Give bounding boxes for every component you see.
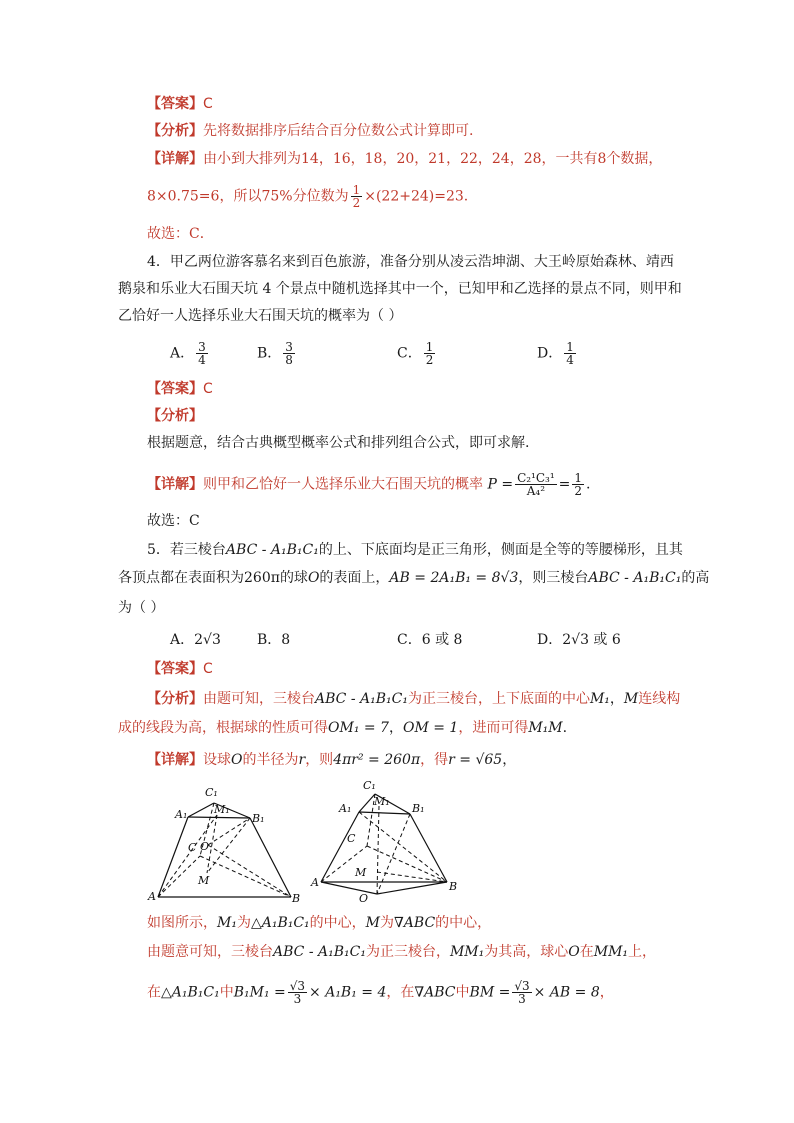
label-o: O: [200, 840, 210, 853]
r-symbol: r: [298, 752, 306, 768]
stem-text: 的高: [681, 570, 710, 586]
detail-text: 设球: [203, 752, 231, 768]
q5-detail: 【详解】设球O的半径为r，则4πr² = 260π，得r = √65，: [147, 752, 517, 768]
q5-after-line-3: [147, 980, 614, 1005]
bm-eq: BM =: [469, 984, 511, 1001]
q4-analysis-tag: [147, 406, 203, 426]
q5-stem-line-1: [147, 540, 683, 560]
stem-text: 5．若三棱台: [147, 542, 226, 558]
detail-text: 为正三棱台，: [365, 944, 450, 960]
label-m: M: [355, 866, 367, 879]
label-b1: B₁: [252, 812, 265, 825]
q4-stem-line-2: 鹅泉和乐业大石围天坑 4 个景点中随机选择其中一个，已知甲和乙选择的景点不同，则甲和: [118, 281, 682, 297]
om-eq: OM = 1: [402, 720, 459, 736]
fraction: [351, 184, 363, 209]
q4-stem-line-3: 乙恰好一人选择乐业大石围天坑的概率为（ ）: [118, 308, 403, 324]
numerator: C₂¹C₃¹: [517, 471, 555, 485]
q5-after-line-2: [147, 942, 656, 962]
answer-tag: 【答案】: [147, 96, 203, 112]
denominator: 4: [566, 353, 574, 367]
triangle-bottom: ∇ABC: [394, 915, 436, 931]
detail-text: ，得: [420, 752, 449, 768]
option-label: B．: [257, 632, 282, 648]
m1-symbol: M₁: [589, 691, 610, 707]
analysis-text: 由题可知，三棱台: [203, 691, 315, 707]
detail-text: 的半径为: [242, 752, 299, 768]
frustum-symbol: ABC - A₁B₁C₁: [273, 944, 366, 960]
denominator: 8: [285, 353, 293, 367]
analysis-tag: 【分析】: [147, 123, 203, 139]
option-label: C．: [397, 345, 422, 362]
detail-text: 如图所示，: [147, 915, 217, 931]
q4-analysis: 根据题意，结合古典概型概率公式和排列组合公式，即可求解.: [147, 435, 530, 451]
label-c: C: [347, 832, 356, 845]
ab-eq: × AB = 8: [533, 984, 600, 1001]
detail-text: 个数据，: [606, 151, 663, 167]
label-a1: A₁: [339, 802, 352, 815]
detail-tag: 【详解】: [147, 752, 203, 768]
numerator: 3: [198, 340, 206, 354]
analysis-text: 成的线段为高，根据球的性质可得: [118, 720, 328, 736]
fraction: [196, 341, 208, 366]
frustum-symbol: ABC - A₁B₁C₁: [225, 542, 319, 558]
numerator: 1: [425, 340, 434, 354]
detail-text: 由题意可知，三棱台: [147, 944, 273, 960]
bm1-eq: B₁M₁ =: [233, 984, 286, 1001]
mm1-symbol: MM₁: [593, 944, 629, 960]
label-a: A: [148, 890, 156, 903]
label-m1: M₁: [374, 795, 390, 808]
m1m-symbol: M₁M: [528, 720, 563, 736]
q4-detail: 【详解】则甲和乙恰好一人选择乐业大石围天坑的概率 P = $\frac{\text{C₂¹C₃¹}}{\text{A₄²}}$ = $\frac{1}{2}$ .: [147, 471, 591, 498]
denominator: 4: [198, 353, 206, 367]
detail-text: 中: [219, 984, 234, 1001]
denominator: 2: [425, 353, 434, 367]
sphere-symbol: O: [307, 570, 320, 586]
option-text: 2√3: [194, 632, 221, 648]
q3-detail: [147, 149, 662, 169]
option-label: C．: [397, 632, 422, 648]
answer-value: C: [203, 381, 213, 397]
q4-stem-line-1: 4．甲乙两位游客慕名来到百色旅游，准备分别从凌云浩坤湖、大王岭原始森林、靖西: [147, 254, 674, 270]
fraction: [564, 341, 576, 366]
q5-answer: [147, 659, 213, 679]
detail-tag: 【详解】: [147, 476, 203, 493]
label-b: B: [449, 880, 458, 893]
frustum-symbol: ABC - A₁B₁C₁: [315, 691, 408, 707]
denominator: 2: [574, 484, 583, 498]
detail-text: 为: [236, 915, 251, 931]
denominator: A₄²: [526, 484, 546, 498]
numerator: 1: [574, 471, 583, 485]
answer-value: C: [203, 96, 213, 112]
answer-tag: 【答案】: [147, 381, 203, 397]
detail-text: 的中心，: [435, 915, 492, 931]
mm1-symbol: MM₁: [449, 944, 485, 960]
q5-analysis-line-1: 【分析】由题可知，三棱台ABC - A₁B₁C₁为正三棱台，上下底面的中心M₁，M连线构: [147, 691, 681, 707]
q5-after-line-1: [147, 913, 491, 933]
denominator: 2: [352, 196, 361, 210]
fraction: [515, 472, 557, 497]
label-c1: C₁: [363, 779, 376, 792]
label-o: O: [359, 892, 369, 905]
condition: AB = 2A₁B₁ = 8√3: [389, 570, 519, 586]
stem-text: 各顶点都在表面积为: [118, 570, 244, 586]
q5-option-b[interactable]: [257, 630, 290, 650]
detail-text: 中: [455, 984, 470, 1001]
calc-left: 8×0.75=6: [147, 188, 220, 205]
stem-text: 的上、下底面均是正三角形，侧面是全等的等腰梯形，且其: [318, 542, 683, 558]
stem-text: ，则三棱台: [518, 570, 589, 586]
detail-text: 则甲和乙恰好一人选择乐业大石围天坑的概率: [203, 476, 483, 493]
denominator: 3: [293, 992, 302, 1006]
numerator: 1: [566, 340, 574, 354]
q4-option-b[interactable]: [257, 341, 297, 366]
answer-tag: 【答案】: [147, 661, 203, 677]
label-a: A: [311, 876, 319, 889]
answer-value: C: [203, 661, 213, 677]
q3-answer: [147, 94, 213, 114]
formula-p: P =: [487, 476, 514, 493]
label-a1: A₁: [175, 808, 188, 821]
analysis-text: 连线构: [638, 691, 681, 707]
sphere-symbol: O: [231, 752, 243, 768]
label-b1: B₁: [412, 802, 425, 815]
frustum-symbol: ABC - A₁B₁C₁: [588, 570, 682, 586]
detail-text: ，一共有: [541, 151, 598, 167]
detail-text: ，: [599, 984, 614, 1001]
q5-stem-line-2: [118, 568, 709, 588]
m1-symbol: M₁: [217, 915, 237, 931]
option-label: A．: [170, 345, 195, 362]
q4-choose: 故选：C: [147, 513, 200, 529]
triangle-top: △A₁B₁C₁: [250, 915, 310, 931]
fraction: [424, 341, 436, 366]
q4-option-c[interactable]: [397, 341, 437, 366]
q3-analysis: [147, 121, 473, 141]
fraction: [288, 980, 307, 1005]
q5-option-d[interactable]: [537, 630, 621, 650]
option-label: A．: [170, 632, 195, 648]
fraction: [512, 980, 531, 1005]
fraction: [572, 472, 584, 497]
q4-option-d[interactable]: [537, 341, 578, 366]
a1b1-eq: × A₁B₁ = 4: [309, 984, 387, 1001]
q3-choose: [147, 224, 214, 244]
option-text: 6 或 8: [421, 632, 463, 648]
label-c1: C₁: [205, 786, 218, 799]
numerator: √3: [289, 979, 306, 993]
option-text: 8: [281, 632, 291, 648]
stem-text: 的球: [279, 570, 308, 586]
q4-option-a[interactable]: [170, 341, 210, 366]
count: 8: [597, 151, 607, 167]
sphere-symbol: O: [568, 944, 580, 960]
detail-text: 的中心，: [309, 915, 366, 931]
analysis-tag: 【分析】: [147, 408, 203, 424]
detail-text: 由小到大排列为: [203, 151, 301, 167]
detail-text: 为: [380, 915, 395, 931]
om1-eq: OM₁ = 7: [328, 720, 389, 736]
calc-mid: ，所以75%分位数为: [219, 188, 349, 205]
option-label: B．: [257, 345, 282, 362]
equals: =: [558, 476, 571, 493]
analysis-text: 为正三棱台，上下底面的中心: [407, 691, 590, 707]
equation: 4πr² = 260π: [333, 752, 421, 768]
choose-text: 故选：C．: [147, 226, 214, 242]
stem-text: 的表面上，: [319, 570, 390, 586]
q5-analysis-line-2: 成的线段为高，根据球的性质可得OM₁ = 7，OM = 1，进而可得M₁M.: [118, 720, 568, 736]
numerator: 1: [352, 183, 361, 197]
analysis-tag: 【分析】: [147, 691, 203, 707]
label-c: C: [188, 841, 197, 854]
detail-text: 在: [579, 944, 594, 960]
triangle-top: △A₁B₁C₁: [161, 984, 220, 1001]
numerator: 3: [285, 340, 293, 354]
q5-option-c[interactable]: [397, 630, 462, 650]
label-b: B: [292, 892, 301, 905]
q5-option-a[interactable]: [170, 630, 221, 650]
detail-text: 上，: [628, 944, 657, 960]
option-label: D．: [537, 632, 563, 648]
denominator: 3: [518, 992, 526, 1006]
detail-text: 在: [147, 984, 161, 1001]
label-m1: M₁: [214, 803, 230, 816]
equation: r = √65: [448, 752, 503, 768]
fraction: [283, 341, 295, 366]
analysis-text: 先将数据排序后结合百分位数公式计算即可.: [203, 123, 474, 139]
triangle-bottom: ∇ABC: [414, 984, 456, 1001]
detail-tag: 【详解】: [147, 151, 203, 167]
data-sequence: 14，16，18，20，21，22，24，28: [301, 151, 542, 167]
option-text: 2√3 或 6: [562, 632, 621, 648]
calc-right: ×(22+24)=23.: [364, 188, 469, 205]
m-symbol: M: [623, 691, 639, 707]
area: 260π: [244, 570, 280, 586]
q3-calc: [147, 184, 468, 209]
label-m: M: [198, 874, 210, 887]
numerator: √3: [514, 979, 530, 993]
option-label: D．: [537, 345, 563, 362]
detail-text: ，在: [386, 984, 415, 1001]
q4-answer: [147, 379, 213, 399]
detail-text: ，则: [305, 752, 334, 768]
analysis-text: ，进而可得: [458, 720, 529, 736]
q5-stem-line-3: 为（ ）: [118, 600, 165, 616]
m-symbol: M: [365, 915, 381, 931]
detail-text: 为其高，球心: [484, 944, 569, 960]
frustum-figure-1: [140, 780, 310, 905]
frustum-figure-2: [305, 776, 465, 906]
